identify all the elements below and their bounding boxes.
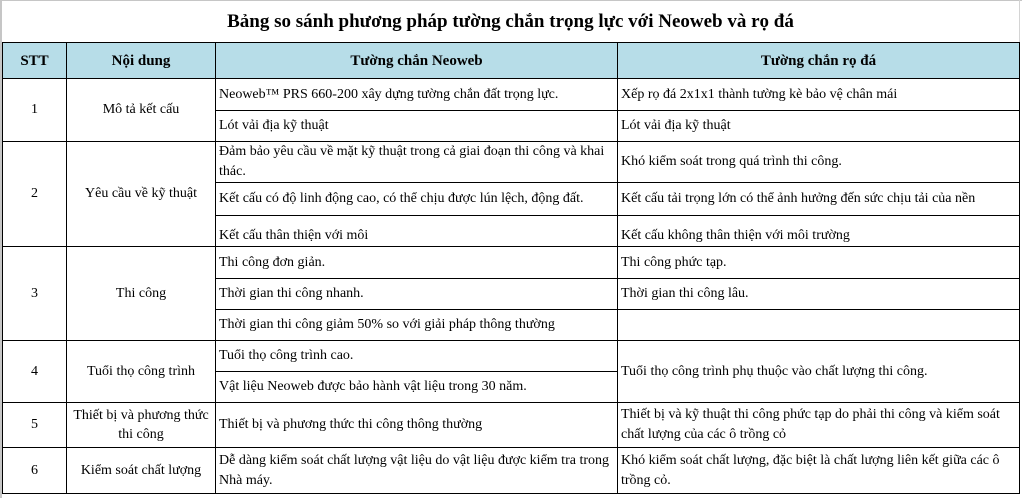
neoweb-cell[interactable]: Neoweb™ PRS 660-200 xây dựng tường chắn đất trọng lực. (216, 79, 618, 111)
header-content[interactable]: Nội dung (67, 43, 216, 79)
gabion-cell-empty[interactable] (618, 310, 1020, 341)
table-row (3, 341, 1020, 372)
neoweb-cell[interactable]: Thời gian thi công nhanh. (216, 279, 618, 310)
stt-cell[interactable]: 3 (3, 247, 67, 341)
gabion-cell[interactable]: Thiết bị và kỹ thuật thi công phức tạp do phải thi công và kiểm soát chất lượng của các ô trồng cỏ (618, 403, 1020, 448)
content-cell[interactable]: Thiết bị và phương thức thi công (67, 403, 216, 448)
gabion-cell[interactable]: Thời gian thi công lâu. (618, 279, 1020, 310)
gabion-cell[interactable]: Kết cấu không thân thiện với môi trường (618, 216, 1020, 247)
content-cell[interactable]: Mô tả kết cấu (67, 79, 216, 142)
gabion-cell[interactable]: Tuổi thọ công trình phụ thuộc vào chất lượng thi công. (618, 341, 1020, 403)
neoweb-cell[interactable]: Kết cấu thân thiện với môi (216, 216, 618, 247)
neoweb-cell[interactable]: Đảm bảo yêu cầu về mặt kỹ thuật trong cả giai đoạn thi công và khai thác. (216, 142, 618, 183)
gabion-cell[interactable]: Khó kiểm soát trong quá trình thi công. (618, 142, 1020, 183)
table-title[interactable]: Bảng so sánh phương pháp tường chắn trọng lực với Neoweb và rọ đá (227, 11, 794, 32)
gabion-cell[interactable]: Lót vải địa kỹ thuật (618, 111, 1020, 142)
header-neoweb[interactable]: Tường chắn Neoweb (216, 43, 618, 79)
content-cell[interactable]: Yêu cầu về kỹ thuật (67, 142, 216, 247)
table-row (3, 142, 1020, 183)
sheet-gridline-right (1019, 0, 1020, 42)
neoweb-cell[interactable]: Kết cấu có độ linh động cao, có thể chịu được lún lệch, động đất. (216, 183, 618, 216)
header-row (3, 43, 1020, 79)
content-cell[interactable]: Tuổi thọ công trình (67, 341, 216, 403)
neoweb-cell[interactable]: Thiết bị và phương thức thi công thông thường (216, 403, 618, 448)
content-cell[interactable]: Thi công (67, 247, 216, 341)
table-row (3, 79, 1020, 111)
neoweb-cell[interactable]: Tuổi thọ công trình cao. (216, 341, 618, 372)
gabion-cell[interactable]: Xếp rọ đá 2x1x1 thành tường kè bảo vệ chân mái (618, 79, 1020, 111)
table-row (3, 247, 1020, 279)
stt-cell[interactable]: 6 (3, 448, 67, 494)
content-cell[interactable]: Kiểm soát chất lượng (67, 448, 216, 494)
neoweb-cell[interactable]: Thời gian thi công giảm 50% so với giải pháp thông thường (216, 310, 618, 341)
neoweb-cell[interactable]: Thi công đơn giản. (216, 247, 618, 279)
comparison-table (2, 42, 1020, 494)
header-gabion[interactable]: Tường chắn rọ đá (618, 43, 1020, 79)
neoweb-cell[interactable]: Dễ dàng kiểm soát chất lượng vật liệu do vật liệu được kiểm tra trong Nhà máy. (216, 448, 618, 494)
gabion-cell[interactable]: Khó kiểm soát chất lượng, đặc biệt là chất lượng liên kết giữa các ô trồng cỏ. (618, 448, 1020, 494)
stt-cell[interactable]: 1 (3, 79, 67, 142)
neoweb-cell[interactable]: Vật liệu Neoweb được bảo hành vật liệu trong 30 năm. (216, 372, 618, 403)
gabion-cell[interactable]: Thi công phức tạp. (618, 247, 1020, 279)
gabion-cell[interactable]: Kết cấu tải trọng lớn có thể ảnh hưởng đến sức chịu tải của nền (618, 183, 1020, 216)
neoweb-cell[interactable]: Lót vải địa kỹ thuật (216, 111, 618, 142)
table-row (3, 403, 1020, 448)
stt-cell[interactable]: 2 (3, 142, 67, 247)
sheet-gridline-top (0, 0, 1022, 1)
table-row (3, 448, 1020, 494)
stt-cell[interactable]: 5 (3, 403, 67, 448)
header-stt[interactable]: STT (3, 43, 67, 79)
stt-cell[interactable]: 4 (3, 341, 67, 403)
